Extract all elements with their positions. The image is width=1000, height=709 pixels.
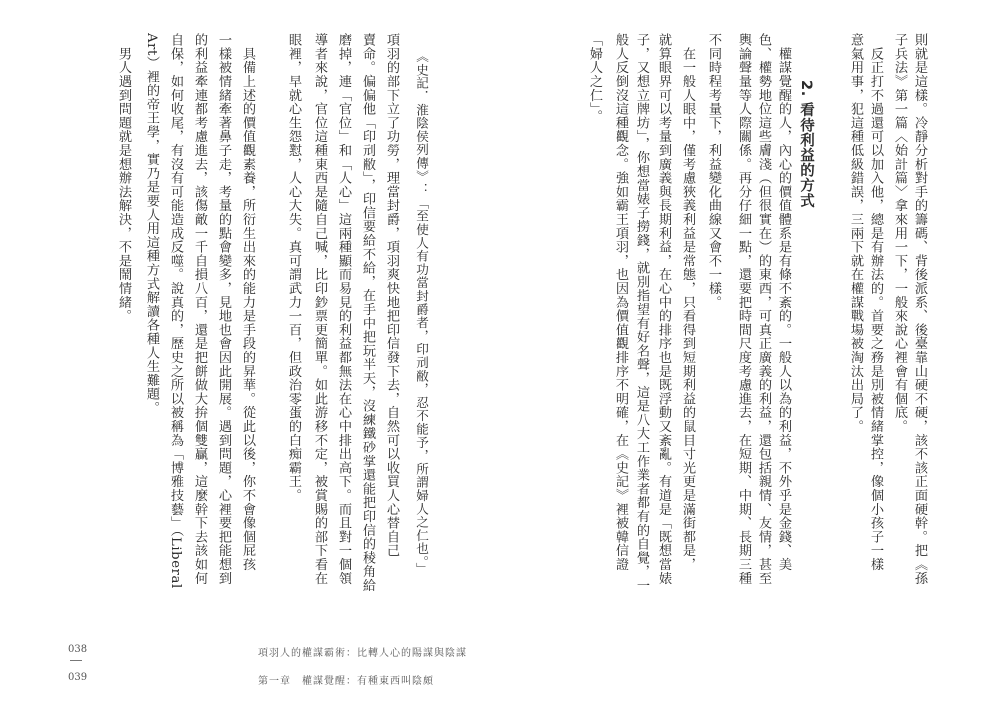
- text-line-19: 導者來說，官位這種東西是隨自己喊，比印鈔票更簡單。如此游移不定，被賞賜的部下看在: [312, 33, 327, 585]
- text-line-6: 權謀覺醒的人，內心的價值體系是有條不紊的。一般人以為的利益，不外乎是金錢、美: [776, 33, 791, 572]
- text-line-12: 子，又想立牌坊」，你想當婊子撈錢，就別指望有好名聲，這是八大工作業者都有的自覺，一: [634, 33, 649, 593]
- text-line-10: 在一般人眼中，僅考慮狹義利益是常態，只看得到短期利益的鼠目寸光更是滿街都是，: [680, 33, 695, 572]
- text-line-24: 自保，如何收尾，有沒有可能造成反噬。說真的，歷史之所以被稱為「博雅技藝」（Liberal: [168, 33, 183, 589]
- text-line-3: 反正打不過還可以加入他，總是有辦法的。首要之務是別被情緒掌控，像個小孩子一樣: [868, 33, 883, 572]
- text-line-2: 子兵法》第一篇〈始計篇〉拿來用一下，一般來說心裡會有個底。: [892, 33, 907, 434]
- page-number-right: 039: [68, 672, 88, 683]
- running-head-book: 項羽人的權謀霸術：比轉人心的陽謀與陰謀: [258, 648, 467, 659]
- text-line-1: 則就是這樣。冷靜分析對手的籌碼、背後派系、後臺靠山硬不硬，該不該正面硬幹。把《孫: [912, 33, 927, 585]
- text-line-14: 「婦人之仁」。: [587, 33, 602, 123]
- text-line-26: 男人遇到問題就是想辦法解決，不是鬧情緒。: [116, 33, 131, 323]
- text-line-25: Art）裡的帝王學，實乃是要人用這種方式解讀各種人生難題。: [144, 33, 159, 415]
- running-head-chapter: 第一章 權謀覺醒：有種東西叫陰頗: [258, 676, 434, 687]
- text-line-22: 一樣被情緒牽著鼻子走，考量的點會變多，見地也會因此開展。遇到問題，心裡要把能想到: [216, 33, 231, 585]
- page-number-left: 038: [68, 644, 88, 655]
- text-line-4: 意氣用事，犯這種低級錯誤，三兩下就在權謀戰場被淘汰出局了。: [848, 33, 863, 434]
- footer-divider: [70, 660, 82, 661]
- text-line-17: 賣命。偏偏他「印刓敝」，印信要給不給，在手中把玩半天，沒練鐵砂掌還能把印信的稜角給: [360, 33, 375, 593]
- section-heading: 2. 看待利益的方式: [798, 80, 814, 209]
- text-line-21: 具備上述的價值觀素養，所衍生出來的能力是手段的昇華。從此以後，你不會像個屁孩: [240, 33, 255, 572]
- text-line-8: 輿論聲量等人際關係。再分仔細一點，還要把時間尺度考慮進去，在短期、中期、長期三種: [736, 33, 751, 585]
- text-line-9: 不同時程考量下，利益變化曲線又會不一樣。: [706, 33, 721, 309]
- text-line-20: 眼裡，早就心生怨懟，人心大失。真可謂武力一百，但政治零蛋的白痴霸王。: [286, 33, 301, 503]
- text-line-7: 色、權勢地位這些膚淺（但很實在）的東西，可真正廣義的利益，還包括親情、友情，甚至: [756, 33, 771, 585]
- text-line-13: 般人反倒沒這種觀念。強如霸王項羽，也因為價值觀排序不明確，在《史記》裡被韓信證: [613, 33, 628, 572]
- text-line-11: 就算眼界可以考量到廣義與長期利益，在心中的排序也是既浮動又紊亂。有道是「既想當婊: [656, 33, 671, 585]
- text-line-23: 的利益牽連都考慮進去，該傷敵一千自損八百，還是把餅做大拚個雙贏，這麼幹下去該如何: [192, 33, 207, 585]
- text-line-18: 磨掉，連「官位」和「人心」這兩種顯而易見的利益都無法在心中排出高下。而且對一個領: [336, 33, 351, 585]
- quote-line: 《史記．淮陰侯列傳》：「至使人有功當封爵者，印刓敝，忍不能予，所謂婦人之仁也。」: [414, 50, 429, 576]
- text-line-16: 項羽的部下立了功勞，理當封爵，項羽爽快地把印信發下去，自然可以收買人心替自己: [384, 33, 399, 558]
